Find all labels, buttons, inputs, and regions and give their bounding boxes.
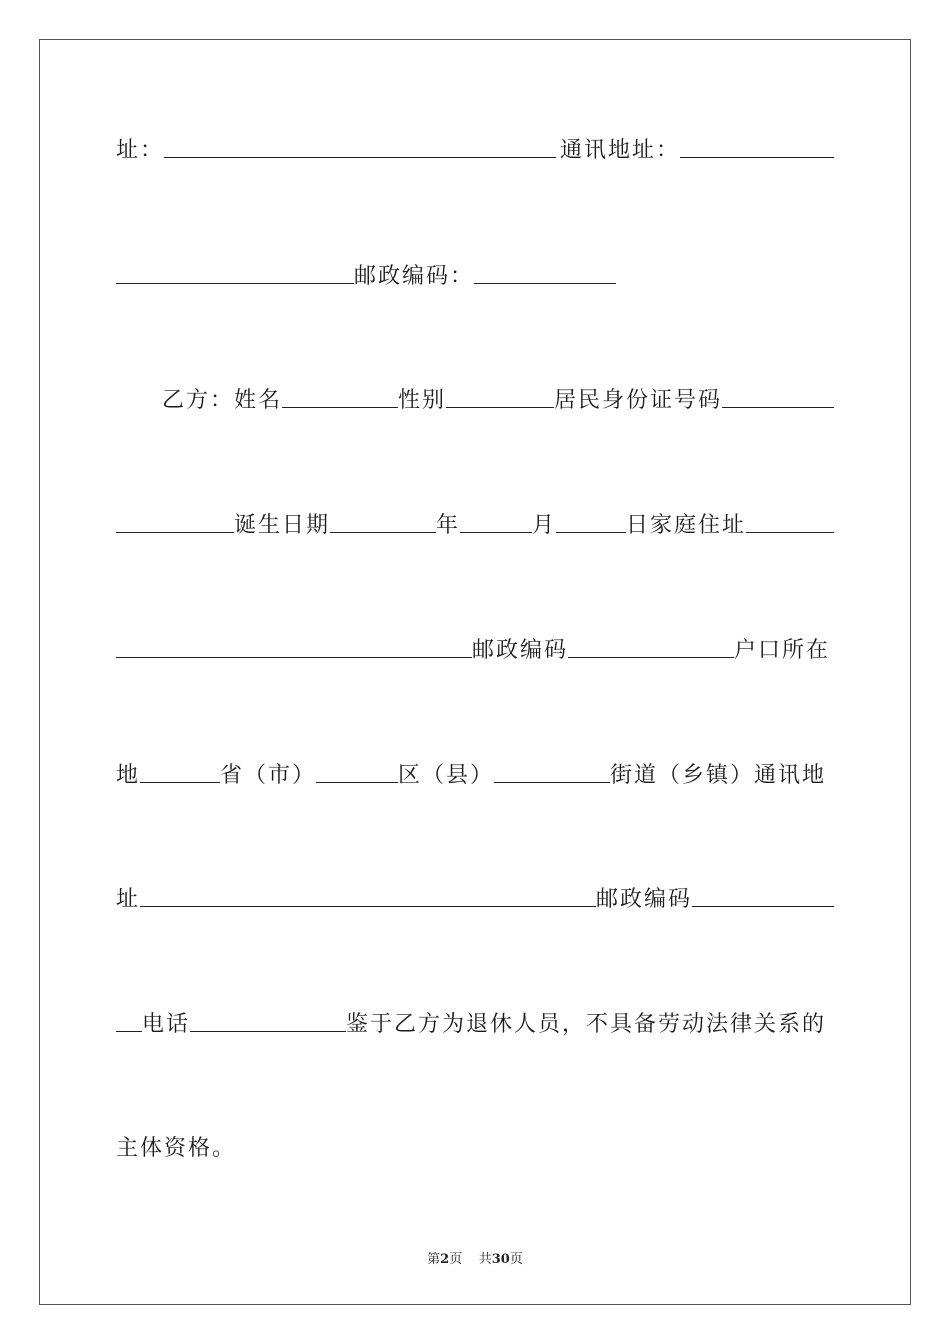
gender-blank[interactable] bbox=[446, 383, 554, 408]
address-continued-blank[interactable] bbox=[116, 259, 354, 284]
id-number-blank[interactable] bbox=[722, 383, 834, 408]
month-label: 月 bbox=[532, 513, 557, 538]
home-address-blank[interactable] bbox=[746, 508, 834, 533]
postal-code-continued-blank[interactable] bbox=[116, 1007, 142, 1032]
page-prefix: 第 bbox=[427, 1252, 441, 1267]
district-blank[interactable] bbox=[316, 758, 398, 783]
year-label: 年 bbox=[436, 513, 461, 538]
province-label: 省（市） bbox=[220, 763, 317, 788]
postal-code-blank[interactable] bbox=[474, 259, 616, 284]
home-address-label: 日家庭住址 bbox=[626, 513, 747, 538]
contract-line-2 bbox=[116, 256, 834, 290]
subject-qualification-text: 主体资格。 bbox=[116, 1136, 237, 1161]
total-prefix: 共 bbox=[478, 1252, 492, 1267]
phone-label: 电话 bbox=[142, 1012, 191, 1037]
address-blank[interactable] bbox=[164, 133, 556, 158]
postal-code-label-2: 邮政编码 bbox=[472, 638, 569, 663]
contract-line-1 bbox=[116, 130, 834, 164]
contract-line-9 bbox=[116, 1128, 834, 1162]
province-blank[interactable] bbox=[140, 758, 220, 783]
mailing-address-blank[interactable] bbox=[680, 133, 834, 158]
contract-line-6 bbox=[116, 755, 834, 789]
address-label: 址： bbox=[116, 138, 165, 163]
street-blank[interactable] bbox=[494, 758, 610, 783]
mailing-address-blank-2[interactable] bbox=[140, 882, 596, 907]
household-location-label: 户口所在 bbox=[734, 638, 831, 663]
phone-blank[interactable] bbox=[190, 1007, 346, 1032]
postal-code-blank-3[interactable] bbox=[692, 882, 834, 907]
contract-line-3 bbox=[116, 380, 834, 414]
contract-line-4 bbox=[116, 505, 834, 539]
postal-code-label-3: 邮政编码 bbox=[596, 887, 693, 912]
id-number-continued-blank[interactable] bbox=[116, 508, 234, 533]
mailing-address-label-end: 址 bbox=[116, 887, 141, 912]
contract-line-5 bbox=[116, 630, 834, 664]
page-footer bbox=[0, 1248, 950, 1267]
home-address-continued-blank[interactable] bbox=[116, 633, 472, 658]
total-pages: 30 bbox=[491, 1252, 510, 1267]
id-number-label: 居民身份证号码 bbox=[554, 388, 723, 413]
gender-label: 性别 bbox=[398, 388, 447, 413]
birth-day-blank[interactable] bbox=[556, 508, 626, 533]
contract-line-8 bbox=[116, 1004, 834, 1038]
name-blank[interactable] bbox=[282, 383, 398, 408]
postal-code-label: 邮政编码： bbox=[354, 264, 475, 289]
page-suffix: 页 bbox=[449, 1252, 463, 1267]
total-suffix: 页 bbox=[509, 1252, 523, 1267]
page-border bbox=[39, 39, 911, 1305]
household-location-label-end: 地 bbox=[116, 763, 141, 788]
postal-code-blank-2[interactable] bbox=[568, 633, 734, 658]
street-label: 街道（乡镇）通讯地 bbox=[610, 763, 827, 788]
retiree-statement: 鉴于乙方为退休人员，不具备劳动法律关系的 bbox=[346, 1012, 827, 1037]
district-label: 区（县） bbox=[398, 763, 495, 788]
birth-date-label: 诞生日期 bbox=[234, 513, 331, 538]
mailing-address-label: 通讯地址： bbox=[560, 138, 681, 163]
party-b-name-label: 乙方：姓名 bbox=[162, 388, 283, 413]
birth-month-blank[interactable] bbox=[460, 508, 532, 533]
birth-year-blank[interactable] bbox=[330, 508, 436, 533]
page-number: 2 bbox=[440, 1252, 450, 1267]
contract-line-7 bbox=[116, 879, 834, 913]
